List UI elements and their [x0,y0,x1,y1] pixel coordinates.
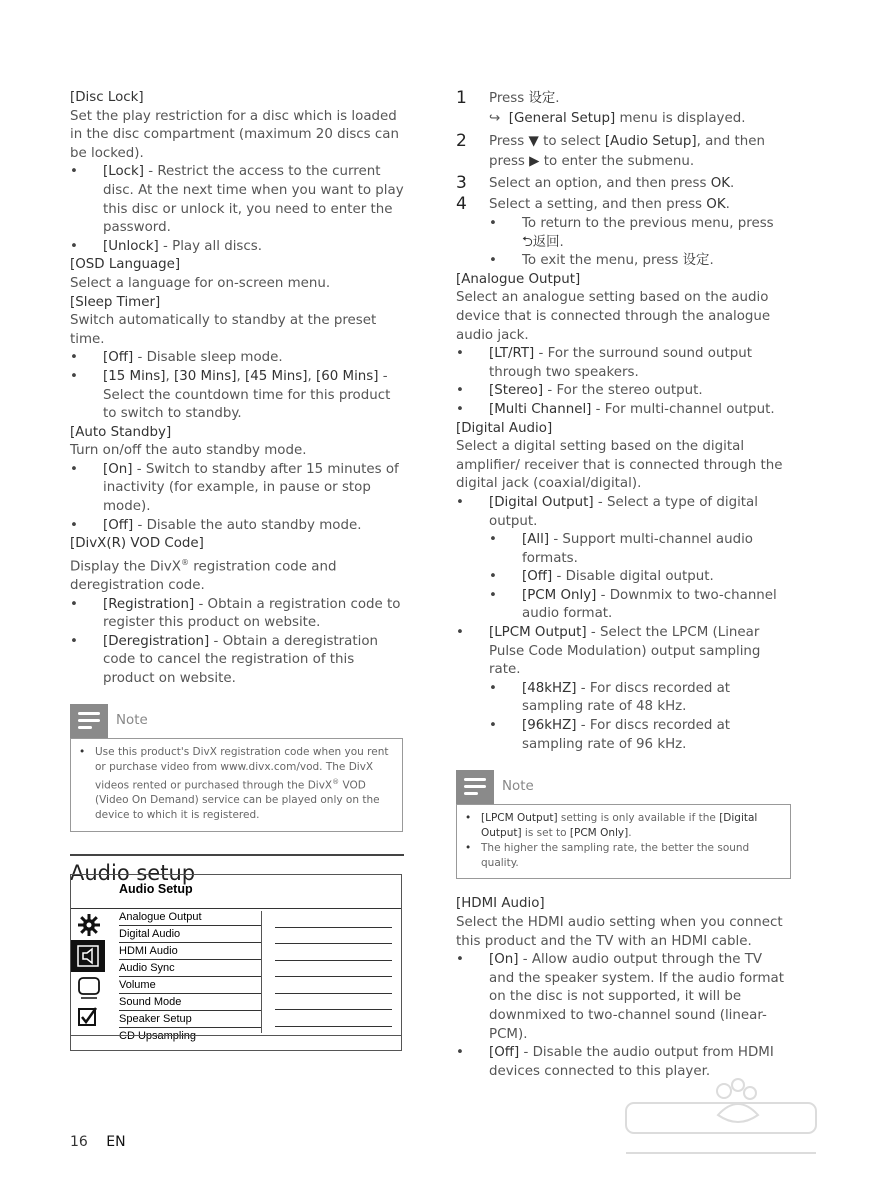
note-box [70,738,403,831]
disc-lock-title: [Disc Lock] [70,90,144,105]
option-text: - Obtain a deregistration code to cancel the registration of this product on website. [103,633,379,686]
sleep-timer-desc: Switch automatically to standby at the preset time. [70,313,377,347]
note-icon [456,770,494,804]
list-item: • [Multi Channel] - For multi-channel output. [456,401,790,420]
list-item: • [15 Mins], [30 Mins], [45 Mins], [60 Mins] - Select the countdown time for this product to switch to standby. [70,368,404,424]
list-item: • [96kHZ] - For discs recorded at sampling rate of 96 kHz. [456,717,790,754]
list-item [70,596,404,633]
option-text: - Select the countdown time for this product to switch to standby. [103,368,391,422]
option-key: [Registration] [103,596,195,612]
step-1: 1 Press 设定. ↪ [General Setup] menu is displayed. [456,88,746,126]
list-item [70,517,404,536]
right-arrow-icon: ▶ [529,154,540,169]
step-4: 4 Select a setting, and then press OK. [456,194,730,214]
option-key: [Off] [103,517,134,533]
checkbox-icon [71,1002,105,1032]
page-footer [70,1134,126,1150]
page-number: 16 [70,1134,88,1150]
divx-vod-title: [DivX(R) VOD Code] [70,536,204,552]
menu-item[interactable]: Volume [119,977,261,994]
disc-lock-desc: Set the play restriction for a disc which is loaded in the disc compartment (maximum 20 discs can be locked). [70,108,399,161]
analogue-output-title: [Analogue Output] [456,271,581,287]
note-icon [70,704,108,738]
osd-language-desc: Select a language for on-screen menu. [70,275,331,291]
list-item: • [On] - Allow audio output through the TV and the speaker system. If the audio format on the disc is not supported, it will be downmixed to two-channel sound (linear-PCM). [456,951,790,1044]
list-item: • [All] - Support multi-channel audio formats. [456,531,790,568]
option-key: [Deregistration] [103,633,210,649]
hdmi-audio-title: [HDMI Audio] [456,896,545,912]
arrow-icon: ↪ [489,111,501,126]
note-text: • Use this product's DivX registration code when you rent or purchase video from www.divx.com/vod. The DivX videos rented or purchased through the DivX® VOD (Video On Demand) service can be played only on the device to which it is registered. [79,745,394,822]
auto-standby-desc: Turn on/off the auto standby mode. [70,443,307,459]
auto-standby-title: [Auto Standby] [70,424,172,440]
gear-icon [71,910,105,940]
note-title: Note [116,713,148,729]
list-item: • [Digital Output] - Select a type of digital output. [456,494,790,531]
step-number: 2 [456,131,467,151]
divx-vod-desc: Display the DivX® registration code and deregistration code. [70,557,337,593]
option-key: [15 Mins] [103,368,166,384]
option-text: - Disable the auto standby mode. [133,517,362,533]
note-box [456,804,791,879]
watermark-logo [622,1075,822,1165]
option-text: - Switch to standby after 15 minutes of inactivity (for example, in pause or stop mode). [103,461,399,515]
option-text: - Play all discs. [158,238,263,254]
note-text: • [LPCM Output] setting is only available if the [Digital Output] is set to [PCM Only]. [465,811,782,841]
option-key: [Unlock] [103,238,159,254]
list-item: • [LT/RT] - For the surround sound output through two speakers. [456,345,790,382]
digital-audio-desc: Select a digital setting based on the digital amplifier/ receiver that is connected through the digital jack (coaxial/digital). [456,439,783,492]
menu-item-list [119,909,261,1044]
left-column [70,89,404,1042]
step-3: 3 Select an option, and then press OK. [456,173,735,193]
analogue-output-desc: Select an analogue setting based on the audio device that is connected through the analogue audio jack. [456,290,771,343]
sleep-timer-title: [Sleep Timer] [70,294,161,310]
list-item: • To return to the previous menu, press ⮌返回. [456,215,790,252]
digital-audio-title: [Digital Audio] [456,420,553,436]
menu-item[interactable]: HDMI Audio [119,943,261,960]
hdmi-audio-desc: Select the HDMI audio setting when you connect this product and the TV with an HDMI cable. [456,915,783,949]
list-item: • [Off] - Disable the audio output from HDMI devices connected to this player. [456,1044,790,1081]
step-2: 2 Press ▼ to select [Audio Setup], and then press ▶ to enter the submenu. [456,131,765,169]
note-text: • The higher the sampling rate, the better the sound quality. [465,841,782,871]
option-key: [Lock] [103,164,144,180]
option-key: [On] [103,461,133,477]
list-item: • [PCM Only] - Downmix to two-channel audio format. [456,587,790,624]
menu-divider [261,911,262,1033]
list-item [70,461,404,517]
option-key: [45 Mins] [245,368,308,384]
list-item: • [LPCM Output] - Select the LPCM (Linear Pulse Code Modulation) output sampling rate. [456,624,790,680]
menu-item[interactable]: Sound Mode [119,994,261,1011]
note-title: Note [502,779,534,795]
note-header [456,770,790,804]
menu-title: Audio Setup [119,882,193,896]
note-header [70,704,404,738]
option-text: - Disable sleep mode. [133,350,283,366]
option-key: [60 Mins] [316,368,379,384]
list-item [70,633,404,689]
speaker-icon [71,940,105,972]
option-text: - Restrict the access to the current disc. At the next time when you want to play this disc or unlock it, you need to enter the password. [103,164,404,236]
button-label: 设定 [528,91,556,106]
section-divider [70,854,404,856]
language-code: EN [106,1134,126,1150]
step-number: 3 [456,173,467,193]
down-arrow-icon: ▼ [528,134,539,149]
list-item: • [Off] - Disable digital output. [456,568,790,587]
step-number: 4 [456,194,467,214]
step-number: 1 [456,88,467,108]
menu-item[interactable]: Analogue Output [119,909,261,926]
osd-language-title: [OSD Language] [70,257,181,273]
option-text: - Obtain a registration code to register this product on website. [103,596,401,631]
section-title: Audio setup [70,860,196,885]
list-item: • [Stereo] - For the stereo output. [456,382,790,401]
menu-item[interactable]: CD Upsampling [119,1030,197,1042]
list-item: • [48kHZ] - For discs recorded at sampling rate of 48 kHz. [456,680,790,717]
list-item: • To exit the menu, press 设定. [456,252,790,271]
list-item [70,349,404,368]
menu-item[interactable]: Digital Audio [119,926,261,943]
back-icon: ⮌ [522,234,533,250]
menu-options [275,911,392,1027]
list-item [70,238,404,257]
menu-item[interactable]: Speaker Setup [119,1011,261,1028]
menu-icons [71,910,107,1032]
menu-item[interactable]: Audio Sync [119,960,261,977]
list-item [70,163,404,237]
audio-setup-menu [70,874,402,1051]
right-column [456,89,790,1081]
screen-icon [71,972,105,1002]
option-key: [30 Mins] [174,368,237,384]
option-key: [Off] [103,350,134,366]
